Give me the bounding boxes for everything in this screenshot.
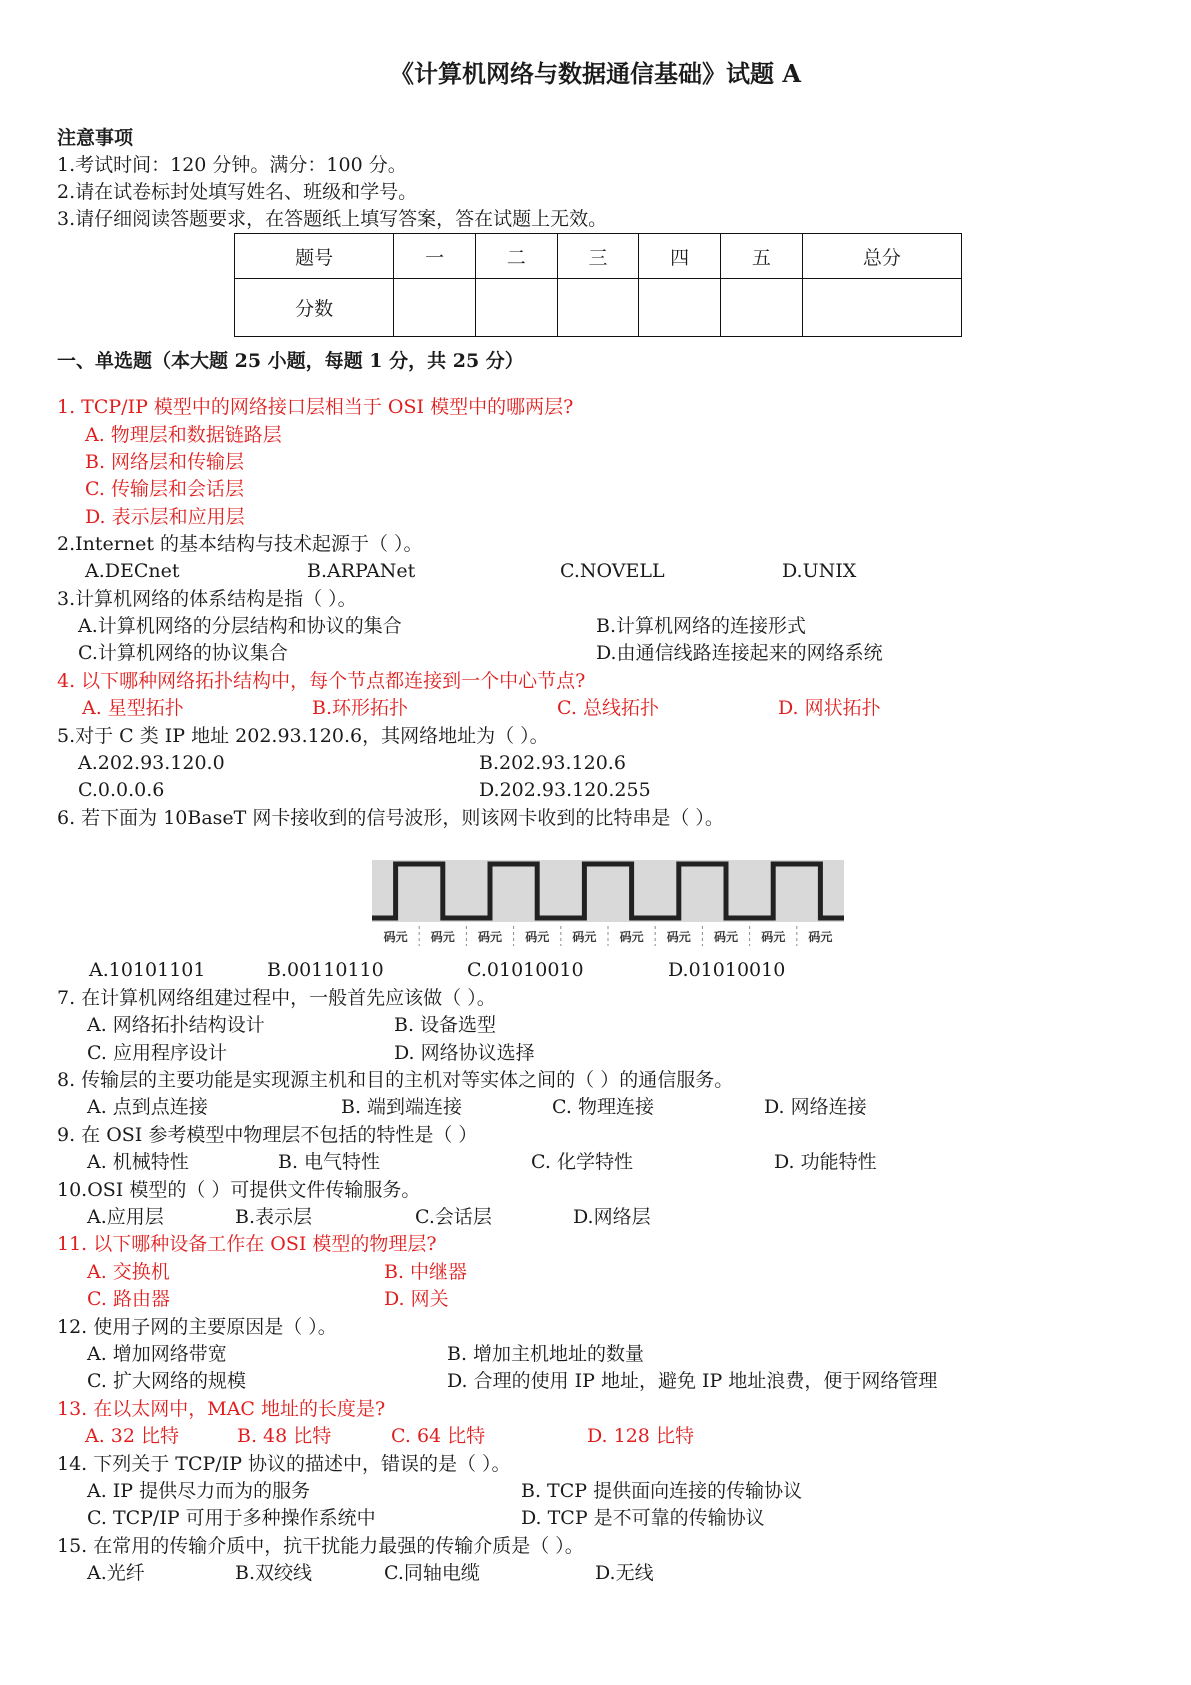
- option-c: C. 传输层和会话层: [85, 478, 244, 500]
- question-stem: 7. 在计算机网络组建过程中，一般首先应该做（ ）。: [57, 987, 496, 1009]
- option-a: A. 网络拓扑结构设计: [87, 1014, 265, 1036]
- score-table-header-row: [235, 234, 962, 279]
- option-a: A. 星型拓扑: [82, 697, 184, 719]
- option-a: A.DECnet: [85, 560, 180, 582]
- option-a: A.202.93.120.0: [78, 752, 225, 774]
- score-table-header-cell: 题号: [235, 234, 394, 279]
- option-c: C.01010010: [467, 959, 584, 981]
- question-stem: 5.对于 C 类 IP 地址 202.93.120.6，其网络地址为（ ）。: [57, 725, 549, 747]
- question-stem: 8. 传输层的主要功能是实现源主机和目的主机对等实体之间的（ ）的通信服务。: [57, 1069, 734, 1091]
- question-stem: 13. 在以太网中，MAC 地址的长度是?: [57, 1398, 386, 1420]
- question-stem: 4. 以下哪种网络拓扑结构中，每个节点都连接到一个中心节点?: [57, 670, 586, 692]
- option-b: B.00110110: [267, 959, 384, 981]
- option-b: B. 电气特性: [278, 1151, 381, 1173]
- score-row-label: 分数: [235, 279, 394, 337]
- score-cell: [557, 279, 639, 337]
- option-b: B. 增加主机地址的数量: [447, 1343, 645, 1365]
- option-b: B.双绞线: [235, 1562, 313, 1584]
- notice-item: 2.请在试卷标封处填写姓名、班级和学号。: [57, 181, 418, 203]
- question-stem: 1. TCP/IP 模型中的网络接口层相当于 OSI 模型中的哪两层?: [57, 396, 574, 418]
- option-d: D. 网状拓扑: [778, 697, 881, 719]
- option-d: D. 网络连接: [764, 1096, 867, 1118]
- option-b: B. TCP 提供面向连接的传输协议: [521, 1480, 803, 1502]
- option-a: A. IP 提供尽力而为的服务: [87, 1480, 311, 1502]
- option-c: C. 应用程序设计: [87, 1042, 227, 1064]
- question-stem: 11. 以下哪种设备工作在 OSI 模型的物理层?: [57, 1233, 437, 1255]
- option-c: C. TCP/IP 可用于多种操作系统中: [87, 1507, 376, 1529]
- option-c: C. 扩大网络的规模: [87, 1370, 246, 1392]
- option-d: D.202.93.120.255: [479, 779, 651, 801]
- option-c: C. 总线拓扑: [557, 697, 659, 719]
- option-a: A.计算机网络的分层结构和协议的集合: [78, 615, 402, 637]
- option-a: A. 物理层和数据链路层: [85, 424, 282, 446]
- notice-heading: 注意事项: [57, 127, 134, 149]
- option-b: B. 中继器: [384, 1261, 468, 1283]
- score-cell: [475, 279, 557, 337]
- option-a: A.应用层: [87, 1206, 164, 1228]
- symbol-cell-label: 码元: [761, 930, 786, 944]
- option-b: B. 48 比特: [237, 1425, 332, 1447]
- score-table-header-cell: 四: [639, 234, 721, 279]
- signal-waveform-figure: [372, 838, 844, 952]
- question-stem: 2.Internet 的基本结构与技术起源于（ ）。: [57, 533, 423, 555]
- symbol-cell-label: 码元: [572, 930, 597, 944]
- score-table-header-cell: 五: [721, 234, 803, 279]
- exam-title: 《计算机网络与数据通信基础》试题 A: [390, 59, 801, 88]
- question-stem: 9. 在 OSI 参考模型中物理层不包括的特性是（ ）: [57, 1124, 478, 1146]
- question-stem: 10.OSI 模型的（ ）可提供文件传输服务。: [57, 1179, 421, 1201]
- symbol-cell-label: 码元: [808, 930, 833, 944]
- option-d: D. 网关: [384, 1288, 449, 1310]
- option-d: D. TCP 是不可靠的传输协议: [521, 1507, 765, 1529]
- section-heading: 一、单选题（本大题 25 小题，每题 1 分，共 25 分）: [57, 350, 524, 372]
- option-b: B.计算机网络的连接形式: [596, 615, 807, 637]
- option-b: B. 端到端连接: [341, 1096, 463, 1118]
- score-table-header-cell: 总分: [802, 234, 961, 279]
- option-d: D.无线: [595, 1562, 654, 1584]
- option-d: D.01010010: [668, 959, 786, 981]
- option-d: D.由通信线路连接起来的网络系统: [596, 642, 883, 664]
- option-b: B.ARPANet: [307, 560, 416, 582]
- score-table-header-cell: 三: [557, 234, 639, 279]
- notice-item: 3.请仔细阅读答题要求，在答题纸上填写答案，答在试题上无效。: [57, 208, 608, 230]
- score-table-score-row: [235, 279, 962, 337]
- option-d: D. 128 比特: [587, 1425, 694, 1447]
- option-d: D.网络层: [573, 1206, 651, 1228]
- option-c: C.0.0.0.6: [78, 779, 165, 801]
- option-d: D. 功能特性: [774, 1151, 877, 1173]
- question-stem: 15. 在常用的传输介质中，抗干扰能力最强的传输介质是（ ）。: [57, 1535, 584, 1557]
- score-cell: [802, 279, 961, 337]
- score-table-header-cell: 二: [475, 234, 557, 279]
- symbol-cell-label: 码元: [666, 930, 691, 944]
- option-c: C. 化学特性: [531, 1151, 633, 1173]
- option-a: A. 机械特性: [87, 1151, 189, 1173]
- symbol-cell-label: 码元: [383, 930, 408, 944]
- option-c: C. 64 比特: [391, 1425, 486, 1447]
- option-c: C. 路由器: [87, 1288, 170, 1310]
- option-a: A.10101101: [89, 959, 206, 981]
- question-stem: 14. 下列关于 TCP/IP 协议的描述中，错误的是（ ）。: [57, 1453, 511, 1475]
- symbol-cell-label: 码元: [619, 930, 644, 944]
- question-stem: 3.计算机网络的体系结构是指（ ）。: [57, 588, 357, 610]
- score-cell: [639, 279, 721, 337]
- option-d: D.UNIX: [782, 560, 857, 582]
- score-table-header-cell: 一: [394, 234, 476, 279]
- option-b: B.表示层: [235, 1206, 313, 1228]
- question-stem: 6. 若下面为 10BaseT 网卡接收到的信号波形，则该网卡收到的比特串是（ ）。: [57, 807, 724, 829]
- score-cell: [394, 279, 476, 337]
- option-b: B. 网络层和传输层: [85, 451, 245, 473]
- symbol-cell-label: 码元: [477, 930, 503, 944]
- option-b: B.202.93.120.6: [479, 752, 626, 774]
- symbol-cell-label: 码元: [713, 930, 739, 944]
- option-c: C.计算机网络的协议集合: [78, 642, 288, 664]
- score-table: [234, 233, 962, 337]
- option-a: A. 增加网络带宽: [87, 1343, 227, 1365]
- symbol-cell-label: 码元: [430, 930, 455, 944]
- option-a: A. 交换机: [87, 1261, 170, 1283]
- option-c: C.会话层: [415, 1206, 492, 1228]
- option-b: B.环形拓扑: [312, 697, 409, 719]
- option-a: A. 32 比特: [85, 1425, 180, 1447]
- question-stem: 12. 使用子网的主要原因是（ ）。: [57, 1316, 337, 1338]
- option-c: C.同轴电缆: [384, 1562, 480, 1584]
- option-c: C.NOVELL: [560, 560, 665, 582]
- option-c: C. 物理连接: [552, 1096, 654, 1118]
- option-d: D. 网络协议选择: [394, 1042, 535, 1064]
- option-a: A. 点到点连接: [87, 1096, 208, 1118]
- option-b: B. 设备选型: [394, 1014, 497, 1036]
- option-d: D. 表示层和应用层: [85, 506, 245, 528]
- symbol-cell-label: 码元: [525, 930, 550, 944]
- option-d: D. 合理的使用 IP 地址，避免 IP 地址浪费，便于网络管理: [447, 1370, 938, 1392]
- option-a: A.光纤: [87, 1562, 145, 1584]
- notice-item: 1.考试时间：120 分钟。满分：100 分。: [57, 154, 407, 176]
- score-cell: [721, 279, 803, 337]
